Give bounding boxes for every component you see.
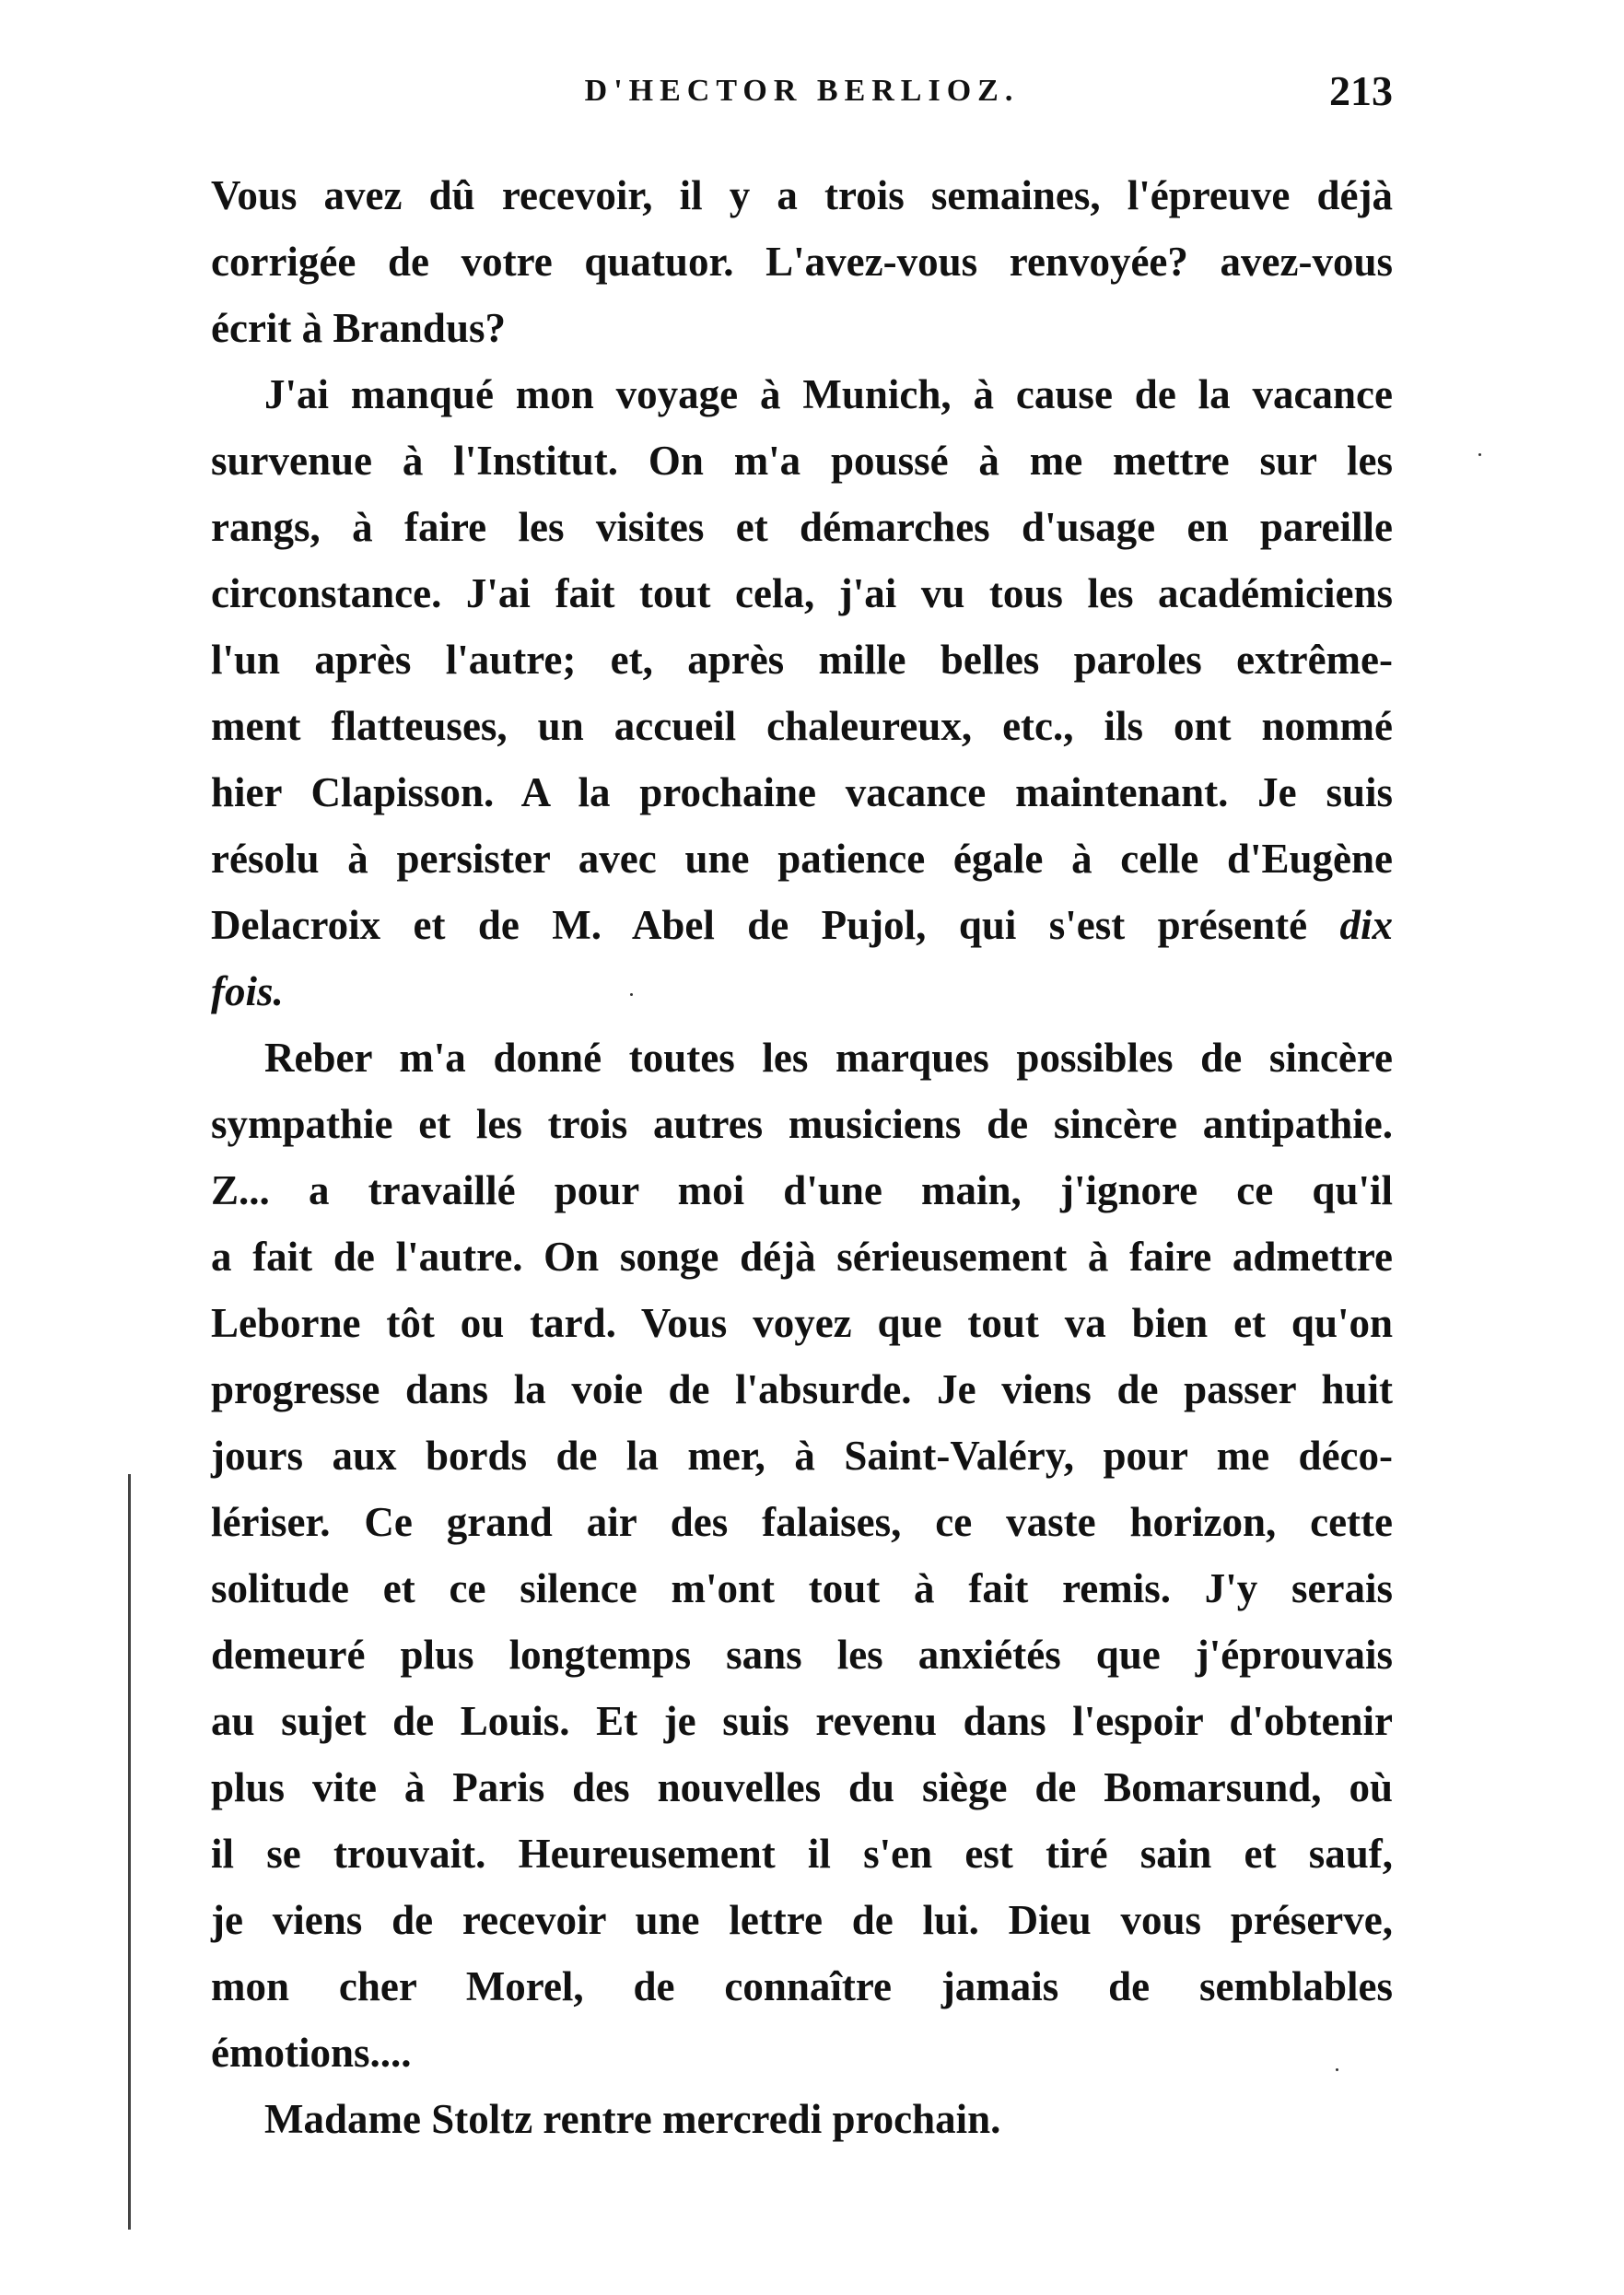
text-segment: écrit à Brandus? xyxy=(211,305,506,351)
paragraph xyxy=(211,2086,1393,2152)
text-line xyxy=(211,2020,1393,2086)
text-segment: l'un après l'autre; et, après mille belles paroles extrême- xyxy=(211,637,1393,683)
text-segment: mon cher Morel, de connaître jamais de semblables xyxy=(211,1963,1393,2009)
text-line xyxy=(211,295,1393,361)
text-line xyxy=(211,1489,1393,1555)
scan-speck xyxy=(1336,2068,1338,2071)
text-segment: a fait de l'autre. On songe déjà sérieusement à faire admettre xyxy=(211,1234,1393,1280)
text-line xyxy=(211,162,1393,228)
text-line xyxy=(211,1953,1393,2020)
text-segment: circonstance. J'ai fait tout cela, j'ai vu tous les académiciens xyxy=(211,570,1393,616)
text-segment: Madame Stoltz rentre mercredi prochain. xyxy=(264,2096,1001,2142)
text-line xyxy=(211,1887,1393,1953)
page-number: 213 xyxy=(1329,67,1393,114)
text-line xyxy=(211,626,1393,693)
running-title: D'HECTOR BERLIOZ. xyxy=(584,74,1020,108)
text-segment: résolu à persister avec une patience égale à celle d'Eugène xyxy=(211,836,1393,882)
text-segment: Reber m'a donné toutes les marques possibles de sincère xyxy=(264,1035,1393,1081)
text-segment: ment flatteuses, un accueil chaleureux, etc., ils ont nommé xyxy=(211,703,1393,749)
text-segment: lériser. Ce grand air des falaises, ce vaste horizon, cette xyxy=(211,1499,1393,1545)
scan-margin-rule xyxy=(128,1474,131,2230)
text-line xyxy=(211,1157,1393,1224)
text-segment: rangs, à faire les visites et démarches d'usage en pareille xyxy=(211,504,1393,550)
text-line xyxy=(211,825,1393,892)
text-line xyxy=(211,693,1393,759)
text-segment: J'ai manqué mon voyage à Munich, à cause de la vacance xyxy=(264,371,1393,417)
italic-text: fois. xyxy=(211,968,284,1014)
italic-text: dix xyxy=(1339,902,1393,948)
text-segment: plus vite à Paris des nouvelles du siège de Bomarsund, où xyxy=(211,1764,1393,1810)
text-segment: corrigée de votre quatuor. L'avez-vous renvoyée? avez-vous xyxy=(211,239,1393,285)
text-line xyxy=(211,1025,1393,1091)
text-line xyxy=(211,1356,1393,1423)
text-segment: Delacroix et de M. Abel de Pujol, qui s'est présenté xyxy=(211,902,1340,948)
text-line xyxy=(211,958,1393,1025)
text-segment: demeuré plus longtemps sans les anxiétés que j'éprouvais xyxy=(211,1632,1393,1678)
text-segment: émotions.... xyxy=(211,2030,412,2076)
text-line xyxy=(211,2086,1393,2152)
text-line xyxy=(211,1091,1393,1157)
scan-speck xyxy=(630,993,633,996)
text-segment: Vous avez dû recevoir, il y a trois semaines, l'épreuve déjà xyxy=(211,172,1393,218)
text-line xyxy=(211,361,1393,427)
text-line xyxy=(211,560,1393,626)
text-segment: hier Clapisson. A la prochaine vacance maintenant. Je suis xyxy=(211,769,1393,815)
text-line xyxy=(211,494,1393,560)
text-segment: Leborne tôt ou tard. Vous voyez que tout va bien et qu'on xyxy=(211,1300,1393,1346)
text-segment: solitude et ce silence m'ont tout à fait remis. J'y serais xyxy=(211,1565,1393,1611)
text-segment: survenue à l'Institut. On m'a poussé à me mettre sur les xyxy=(211,438,1393,484)
text-line xyxy=(211,228,1393,295)
text-line xyxy=(211,1754,1393,1821)
text-segment: jours aux bords de la mer, à Saint-Valéry, pour me déco- xyxy=(211,1433,1393,1479)
text-segment: il se trouvait. Heureusement il s'en est tiré sain et sauf, xyxy=(211,1831,1393,1877)
paragraph xyxy=(211,1025,1393,2086)
paragraph xyxy=(211,361,1393,1025)
body-text xyxy=(211,162,1393,2152)
text-line xyxy=(211,427,1393,494)
text-line xyxy=(211,892,1393,958)
text-line xyxy=(211,1622,1393,1688)
paragraph xyxy=(211,162,1393,361)
text-segment: sympathie et les trois autres musiciens de sincère antipathie. xyxy=(211,1101,1393,1147)
text-line xyxy=(211,1821,1393,1887)
text-line xyxy=(211,1290,1393,1356)
text-segment: Z... a travaillé pour moi d'une main, j'ignore ce qu'il xyxy=(211,1167,1393,1213)
text-line xyxy=(211,1423,1393,1489)
text-line xyxy=(211,1224,1393,1290)
text-segment: au sujet de Louis. Et je suis revenu dans l'espoir d'obtenir xyxy=(211,1698,1393,1744)
text-segment: progresse dans la voie de l'absurde. Je viens de passer huit xyxy=(211,1366,1393,1412)
text-segment: je viens de recevoir une lettre de lui. Dieu vous préserve, xyxy=(211,1897,1393,1943)
text-line xyxy=(211,759,1393,825)
scan-speck xyxy=(1478,453,1481,456)
text-line xyxy=(211,1555,1393,1622)
text-line xyxy=(211,1688,1393,1754)
page-header xyxy=(211,66,1393,118)
